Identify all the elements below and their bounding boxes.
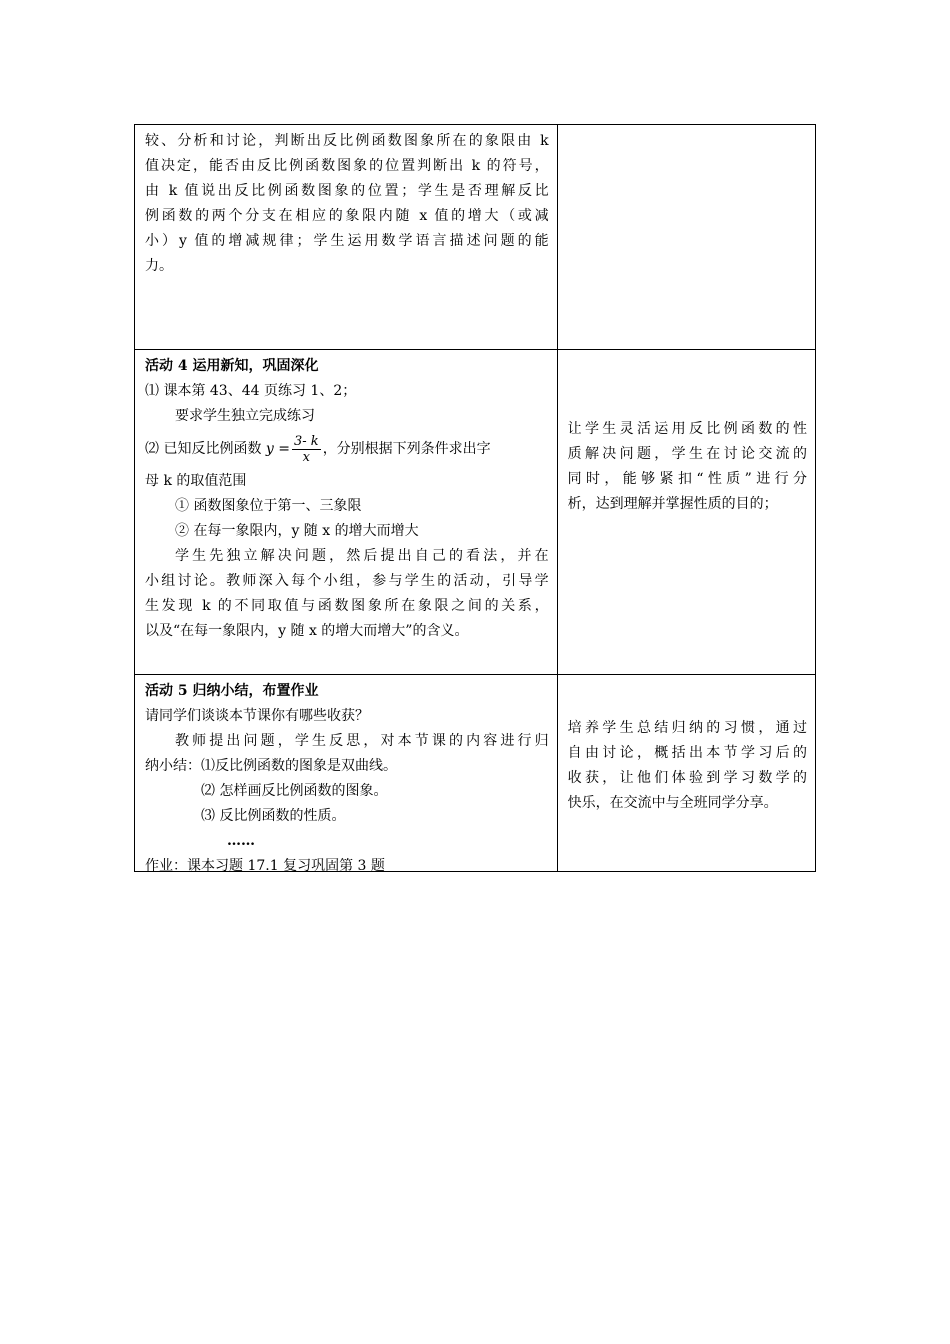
formula-fraction (292, 434, 321, 465)
exercise-item-2 (145, 429, 549, 469)
row3-left-cell (135, 675, 558, 872)
exercise-item-1: ⑴ 课本第 43、44 页练习 1、2； (145, 383, 357, 399)
text-line: 生发现 k 的不同取值与函数图象所在象限之间的关系， (145, 598, 549, 614)
text-line: 纳小结：⑴反比例函数的图象是双曲线。 (145, 758, 397, 774)
text-line: 力。 (145, 258, 173, 274)
text-line: 快乐，在交流中与全班同学分享。 (567, 795, 778, 811)
table-row (135, 350, 816, 675)
text-line: 质解决问题，学生在讨论交流的 (567, 446, 807, 462)
activity4-title: 活动 4 运用新知，巩固深化 (145, 358, 319, 374)
summary-point-2: ⑵ 怎样画反比例函数的图象。 (201, 783, 388, 799)
formula-denominator: x (302, 449, 311, 465)
text-line: 较、分析和讨论，判断出反比例函数图象所在的象限由 k (145, 133, 549, 149)
text-line: 让学生灵活运用反比例函数的性 (567, 421, 807, 437)
summary-question: 请同学们谈谈本节课你有哪些收获？ (145, 708, 369, 724)
text-line: 自由讨论，概括出本节学习后的 (567, 745, 807, 761)
homework-line: 作业：课本习题 17.1 复习巩固第 3 题 (145, 858, 385, 874)
table-row (135, 125, 816, 350)
item2-prefix: ⑵ 已知反比例函数 (145, 441, 262, 457)
text-line: 由 k 值说出反比例函数图象的位置；学生是否理解反比 (145, 183, 549, 199)
row1-left-cell (135, 125, 558, 350)
text-line: 值决定，能否由反比例函数图象的位置判断出 k 的符号， (145, 158, 549, 174)
formula-numerator: 3- k (294, 433, 319, 449)
condition-1: ① 函数图象位于第一、三象限 (175, 498, 362, 514)
row2-left-cell (135, 350, 558, 675)
text-line: 同时，能够紧扣“性质”进行分 (567, 471, 807, 487)
summary-point-3: ⑶ 反比例函数的性质。 (201, 808, 346, 824)
table-row (135, 675, 816, 872)
text-line: 例函数的两个分支在相应的象限内随 x 值的增大（或减 (145, 208, 549, 224)
row1-right-cell (557, 125, 815, 350)
text-line: 以及“在每一象限内，y 随 x 的增大而增大”的含义。 (145, 623, 469, 639)
text-line: 小）y 值的增减规律；学生运用数学语言描述问题的能 (145, 233, 549, 249)
text-line: 小组讨论。教师深入每个小组，参与学生的活动，引导学 (145, 573, 549, 589)
text-line: 教师提出问题，学生反思，对本节课的内容进行归 (175, 733, 549, 749)
text-line: 收获，让他们体验到学习数学的 (567, 770, 807, 786)
ellipsis: …… (227, 833, 255, 849)
text-line: 学生先独立解决问题，然后提出自己的看法，并在 (175, 548, 549, 564)
item2-suffix: ，分别根据下列条件求出字 (322, 441, 491, 457)
text-line: 培养学生总结归纳的习惯，通过 (567, 720, 807, 736)
condition-2: ② 在每一象限内，y 随 x 的增大而增大 (175, 523, 419, 539)
formula-lhs: y = (265, 441, 290, 457)
exercise-note: 要求学生独立完成练习 (175, 408, 315, 424)
row3-right-cell (557, 675, 815, 872)
lesson-table (134, 124, 816, 872)
row2-right-cell (557, 350, 815, 675)
text-line: 析，达到理解并掌握性质的目的； (567, 496, 778, 512)
activity5-title: 活动 5 归纳小结，布置作业 (145, 683, 319, 699)
exercise-item-2-cont: 母 k 的取值范围 (145, 473, 247, 489)
